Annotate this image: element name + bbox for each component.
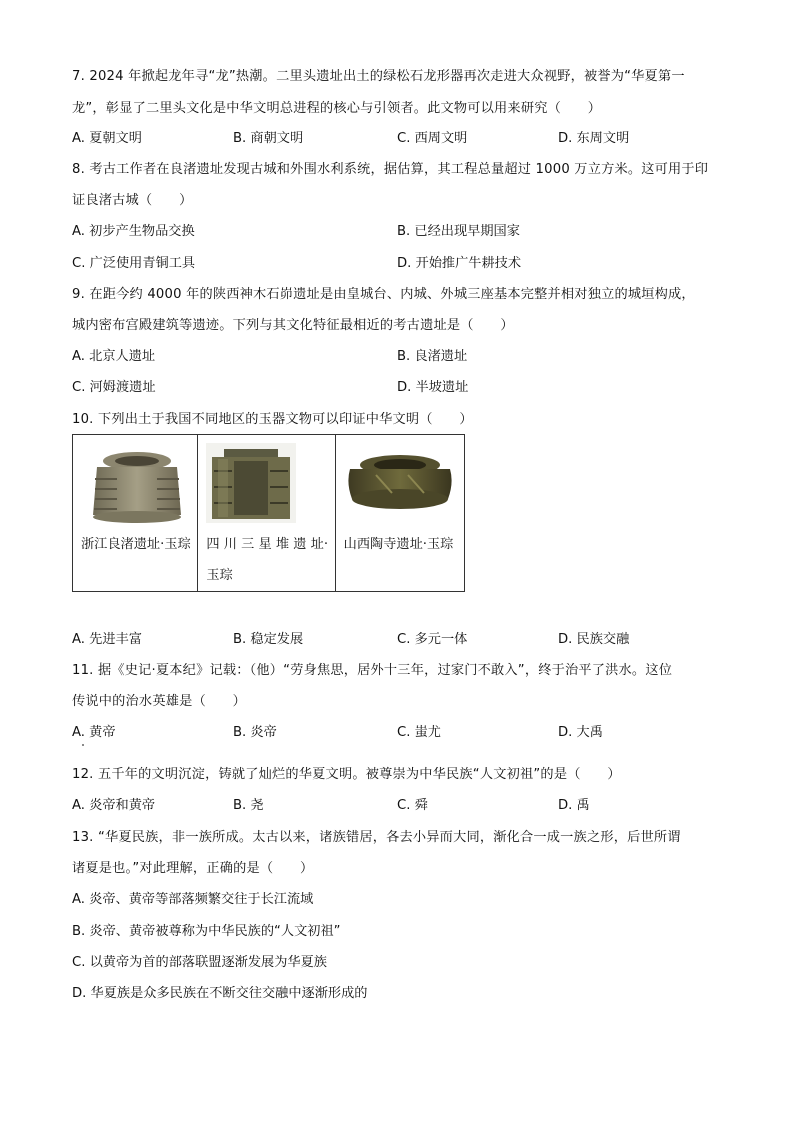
q11-option-d[interactable]: D. 大禹: [558, 725, 603, 740]
q7-stem-line2: 龙”，彰显了二里头文化是中华文明总进程的核心与引领者。此文物可以用来研究（ ）: [72, 101, 602, 116]
q9-stem-line1: 9. 在距今约 4000 年的陕西神木石峁遗址是由皇城台、内城、外城三座基本完整并相对独立的城垣构成，: [72, 287, 695, 302]
caption-sanxingdui: 四 川 三 星 堆 遗 址·玉琮: [206, 537, 329, 583]
sanxingdui-jade-cong-image: [198, 437, 335, 527]
q12-option-c[interactable]: C. 舜: [397, 798, 428, 813]
q11-stem-line2: 传说中的治水英雄是（ ）: [72, 694, 247, 709]
q9-option-c[interactable]: C. 河姆渡遗址: [72, 380, 156, 395]
q13-stem-line2: 诸夏是也。”对此理解，正确的是（ ）: [72, 861, 314, 876]
q8-option-b[interactable]: B. 已经出现早期国家: [397, 224, 520, 239]
q9-option-d[interactable]: D. 半坡遗址: [397, 380, 469, 395]
q11-option-a[interactable]: A. 黄帝: [72, 725, 116, 740]
taosi-jade-cong-image: [336, 443, 465, 533]
q10-option-a[interactable]: A. 先进丰富: [72, 632, 142, 647]
q13-option-a[interactable]: A. 炎帝、黄帝等部落频繁交往于长江流域: [72, 892, 314, 907]
jade-cell-liangzhu: [73, 435, 198, 592]
q8-option-c[interactable]: C. 广泛使用青铜工具: [72, 256, 196, 271]
q12-option-d[interactable]: D. 禹: [558, 798, 590, 813]
q7-option-a[interactable]: A. 夏朝文明: [72, 131, 142, 146]
q12-option-b[interactable]: B. 尧: [233, 798, 264, 813]
caption-liangzhu: 浙江良渚遗址·玉琮: [81, 537, 191, 552]
q11-option-b[interactable]: B. 炎帝: [233, 725, 277, 740]
liangzhu-jade-cong-image: [73, 441, 198, 531]
q7-stem-line1: 7. 2024 年掀起龙年寻“龙”热潮。二里头遗址出土的绿松石龙形器再次走进大众视野，被誉为“华夏第一: [72, 69, 685, 84]
q13-option-d[interactable]: D. 华夏族是众多民族在不断交往交融中逐渐形成的: [72, 986, 368, 1001]
q9-option-b[interactable]: B. 良渚遗址: [397, 349, 468, 364]
jade-artifact-table: [72, 434, 465, 592]
q7-option-d[interactable]: D. 东周文明: [558, 131, 630, 146]
stray-dot-mark: [82, 744, 84, 746]
q10-option-d[interactable]: D. 民族交融: [558, 632, 630, 647]
q10-option-c[interactable]: C. 多元一体: [397, 632, 468, 647]
q8-option-a[interactable]: A. 初步产生物品交换: [72, 224, 195, 239]
q13-option-c[interactable]: C. 以黄帝为首的部落联盟逐渐发展为华夏族: [72, 955, 327, 970]
q13-option-b[interactable]: B. 炎帝、黄帝被尊称为中华民族的“人文初祖”: [72, 924, 341, 939]
q11-option-c[interactable]: C. 蚩尤: [397, 725, 441, 740]
q11-stem-line1: 11. 据《史记·夏本纪》记载：（他）“劳身焦思，居外十三年，过家门不敢入”，终于治平了洪水。这位: [72, 663, 673, 678]
q8-stem-line1: 8. 考古工作者在良渚遗址发现古城和外围水利系统，据估算，其工程总量超过 1000 万立方米。这可用于印: [72, 162, 709, 177]
q13-stem-line1: 13. “华夏民族，非一族所成。太古以来，诸族错居，各去小异而大同，渐化合一成一族之形，后世所谓: [72, 830, 681, 845]
q8-option-d[interactable]: D. 开始推广牛耕技术: [397, 256, 522, 271]
q7-option-b[interactable]: B. 商朝文明: [233, 131, 304, 146]
q9-option-a[interactable]: A. 北京人遗址: [72, 349, 156, 364]
q8-stem-line2: 证良渚古城（ ）: [72, 193, 193, 208]
q12-stem-line1: 12. 五千年的文明沉淀，铸就了灿烂的华夏文明。被尊崇为中华民族“人文初祖”的是（ ）: [72, 767, 621, 782]
jade-cell-sanxingdui: [198, 435, 335, 592]
q9-stem-line2: 城内密布宫殿建筑等遗迹。下列与其文化特征最相近的考古遗址是（ ）: [72, 318, 514, 333]
q7-option-c[interactable]: C. 西周文明: [397, 131, 468, 146]
q12-option-a[interactable]: A. 炎帝和黄帝: [72, 798, 156, 813]
jade-cell-taosi: [335, 435, 464, 592]
caption-taosi: 山西陶寺遗址·玉琮: [343, 537, 454, 552]
q10-stem-line1: 10. 下列出土于我国不同地区的玉器文物可以印证中华文明（ ）: [72, 412, 473, 427]
q10-option-b[interactable]: B. 稳定发展: [233, 632, 304, 647]
